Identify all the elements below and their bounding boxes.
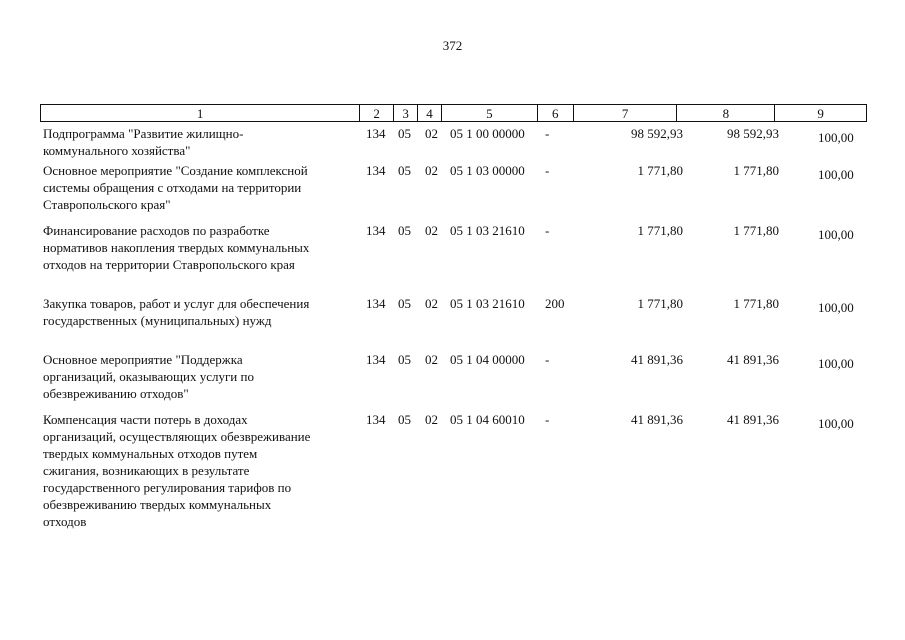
description-line: организаций, осуществляющих обезвреживание: [43, 429, 311, 444]
cell-percent: 100,00: [818, 167, 854, 182]
description-line: нормативов накопления твердых коммунальных: [43, 240, 310, 255]
description-line: Основное мероприятие "Поддержка: [43, 352, 243, 367]
cell-amount-8: 1 771,80: [733, 223, 779, 238]
cell-pr: 02: [425, 412, 438, 427]
cell-amount-7: 1 771,80: [637, 296, 683, 311]
cell-csr: 05 1 04 00000: [450, 352, 525, 367]
cell-ved: 134: [366, 296, 386, 311]
cell-pr: 02: [425, 126, 438, 141]
cell-ved: 134: [366, 126, 386, 141]
page-number: 372: [442, 38, 463, 53]
row-description: [43, 222, 355, 273]
row-description: [43, 295, 355, 329]
description-line: коммунального хозяйства": [43, 143, 191, 158]
cell-ved: 134: [366, 163, 386, 178]
cell-amount-7: 1 771,80: [637, 163, 683, 178]
cell-amount-7: 41 891,36: [631, 412, 683, 427]
description-line: отходов: [43, 514, 87, 529]
header-col-1: 1: [41, 105, 360, 121]
description-line: государственных (муниципальных) нужд: [43, 313, 272, 328]
cell-percent: 100,00: [818, 300, 854, 315]
header-col-4: 4: [418, 105, 442, 121]
cell-pr: 02: [425, 163, 438, 178]
row-description: [43, 125, 355, 159]
cell-rz: 05: [398, 223, 411, 238]
cell-amount-7: 1 771,80: [637, 223, 683, 238]
description-line: государственного регулирования тарифов по: [43, 480, 292, 495]
description-line: обезвреживанию твердых коммунальных: [43, 497, 272, 512]
description-line: системы обращения с отходами на территории: [43, 180, 302, 195]
cell-percent: 100,00: [818, 130, 854, 145]
cell-vr: -: [545, 126, 550, 141]
description-line: Закупка товаров, работ и услуг для обеспечения: [43, 296, 310, 311]
cell-rz: 05: [398, 412, 411, 427]
cell-csr: 05 1 00 00000: [450, 126, 525, 141]
cell-pr: 02: [425, 296, 438, 311]
description-line: отходов на территории Ставропольского края: [43, 257, 295, 272]
cell-ved: 134: [366, 352, 386, 367]
cell-amount-7: 98 592,93: [631, 126, 683, 141]
header-col-7: 7: [574, 105, 678, 121]
cell-vr: -: [545, 352, 550, 367]
header-col-5: 5: [442, 105, 538, 121]
cell-csr: 05 1 04 60010: [450, 412, 525, 427]
cell-amount-8: 98 592,93: [727, 126, 779, 141]
header-col-3: 3: [394, 105, 418, 121]
cell-amount-8: 1 771,80: [733, 296, 779, 311]
description-line: сжигания, возникающих в результате: [43, 463, 250, 478]
description-line: Основное мероприятие "Создание комплексной: [43, 163, 308, 178]
header-col-9: 9: [817, 106, 824, 121]
cell-vr: 200: [545, 296, 565, 311]
cell-percent: 100,00: [818, 356, 854, 371]
cell-amount-8: 41 891,36: [727, 352, 779, 367]
cell-csr: 05 1 03 21610: [450, 223, 525, 238]
table-header-row: [40, 104, 867, 122]
description-line: Финансирование расходов по разработке: [43, 223, 270, 238]
cell-vr: -: [545, 223, 550, 238]
cell-ved: 134: [366, 223, 386, 238]
cell-amount-8: 1 771,80: [733, 163, 779, 178]
header-col-2: 2: [360, 105, 394, 121]
cell-pr: 02: [425, 223, 438, 238]
cell-csr: 05 1 03 00000: [450, 163, 525, 178]
description-line: организаций, оказывающих услуги по: [43, 369, 254, 384]
cell-percent: 100,00: [818, 227, 854, 242]
cell-vr: -: [545, 163, 550, 178]
description-line: Подпрограмма "Развитие жилищно-: [43, 126, 244, 141]
cell-rz: 05: [398, 352, 411, 367]
cell-amount-8: 41 891,36: [727, 412, 779, 427]
cell-pr: 02: [425, 352, 438, 367]
cell-ved: 134: [366, 412, 386, 427]
cell-vr: -: [545, 412, 550, 427]
cell-rz: 05: [398, 163, 411, 178]
description-line: Компенсация части потерь в доходах: [43, 412, 248, 427]
cell-rz: 05: [398, 296, 411, 311]
description-line: обезвреживанию отходов": [43, 386, 189, 401]
description-line: Ставропольского края": [43, 197, 171, 212]
description-line: твердых коммунальных отходов путем: [43, 446, 258, 461]
cell-csr: 05 1 03 21610: [450, 296, 525, 311]
row-description: [43, 351, 355, 402]
header-col-8: 8: [677, 105, 775, 121]
row-description: [43, 162, 355, 213]
cell-amount-7: 41 891,36: [631, 352, 683, 367]
cell-rz: 05: [398, 126, 411, 141]
cell-percent: 100,00: [818, 416, 854, 431]
row-description: [43, 411, 355, 530]
header-col-6: 6: [538, 105, 574, 121]
